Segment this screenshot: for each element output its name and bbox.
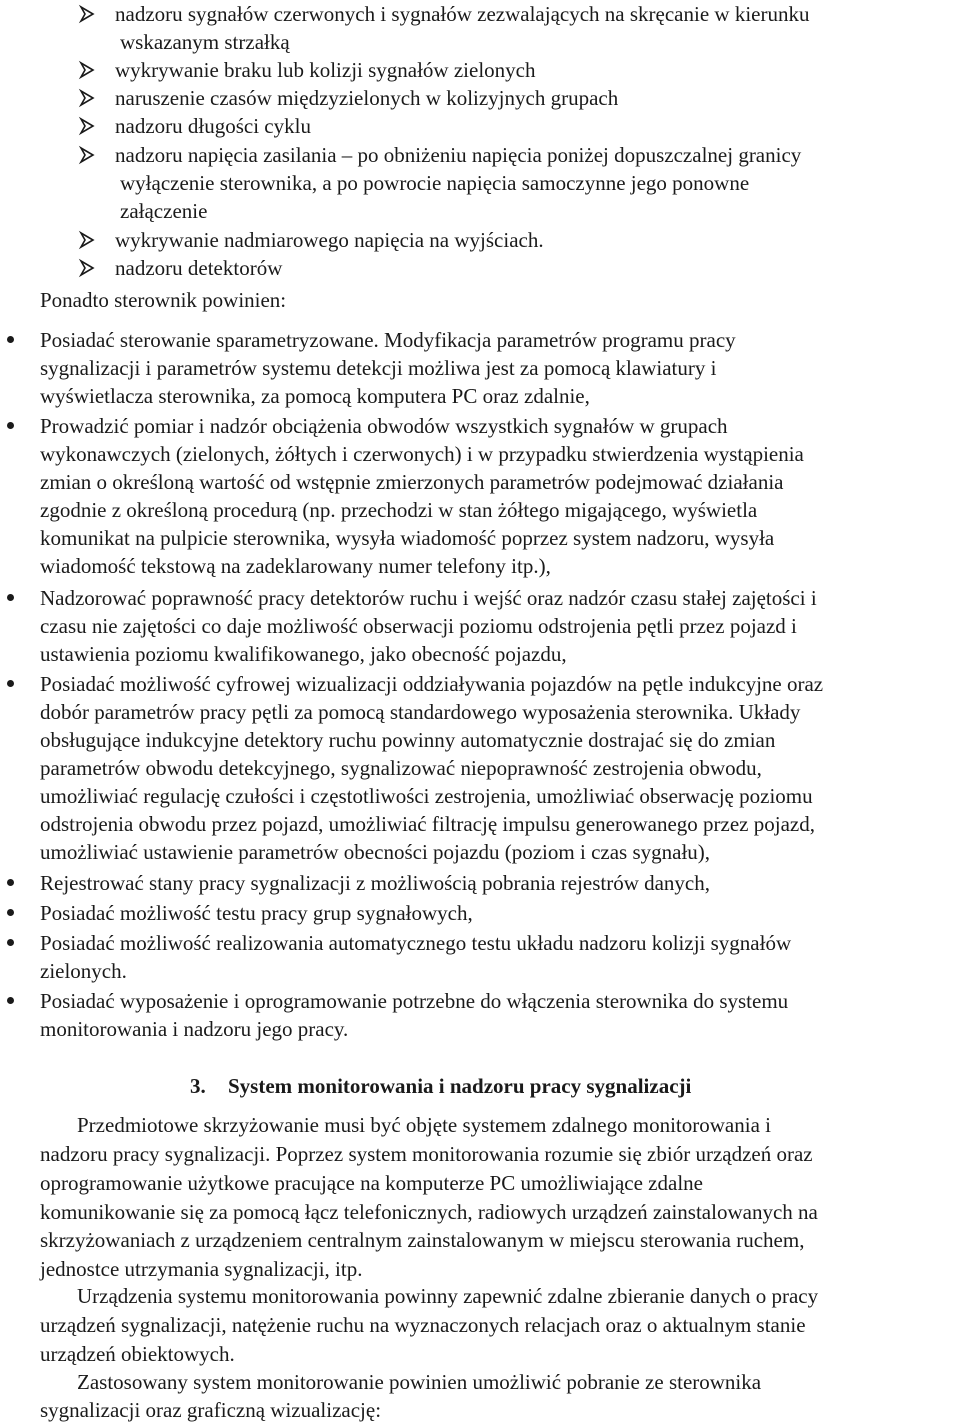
paragraph-line: sygnalizacji oraz graficzną wizualizację: <box>40 1398 382 1422</box>
arrow-list-item-text: wykrywanie nadmiarowego napięcia na wyjściach. <box>115 228 544 252</box>
bullet-list-item-text: Nadzorować poprawność pracy detektorów ruchu i wejść oraz nadzór czasu stałej zajętości i <box>40 586 817 610</box>
bullet-list-item-text: monitorowania i nadzoru jego pracy. <box>40 1017 349 1041</box>
bullet-list-item-text: dobór parametrów pracy pętli za pomocą standardowego wyposażenia sterownika. Układy <box>40 700 801 724</box>
arrow-list-item-text: załączenie <box>120 199 208 223</box>
section-number: 3. <box>190 1074 206 1098</box>
arrow-list-item-text: nadzoru napięcia zasilania – po obniżeniu napięcia poniżej dopuszczalnej granicy <box>115 143 802 167</box>
intro-text: Ponadto sterownik powinien: <box>40 288 287 312</box>
bullet-list-item-text: Posiadać wyposażenie i oprogramowanie potrzebne do włączenia sterownika do systemu <box>40 989 789 1013</box>
bullet-dot-icon <box>6 670 16 698</box>
bullet-dot-icon <box>6 326 16 354</box>
arrow-list-item-text: nadzoru długości cyklu <box>115 114 311 138</box>
bullet-list-item-text: Posiadać sterowanie sparametryzowane. Modyfikacja parametrów programu pracy <box>40 328 736 352</box>
bullet-list-item-text: obsługujące indukcyjne detektory ruchu powinny automatycznie dostrajać się do zmian <box>40 728 776 752</box>
bullet-list-item-text: zmian o określoną wartość od wstępnie zmierzonych parametrów podejmować działania <box>40 470 784 494</box>
arrow-list-item-text: wyłączenie sterownika, a po powrocie napięcia samoczynne jego ponowne <box>120 171 750 195</box>
arrow-list-item-text: wykrywanie braku lub kolizji sygnałów zielonych <box>115 58 536 82</box>
bullet-list-item-text: zielonych. <box>40 959 127 983</box>
bullet-list-item-text: Prowadzić pomiar i nadzór obciążenia obwodów wszystkich sygnałów w grupach <box>40 414 728 438</box>
bullet-dot-icon <box>6 899 16 927</box>
bullet-list-item-text: Rejestrować stany pracy sygnalizacji z możliwością pobrania rejestrów danych, <box>40 871 711 895</box>
bullet-list-item-text: umożliwiać regulację czułości i częstotliwości zestrojenia, umożliwiać obserwację poziomu <box>40 784 813 808</box>
bullet-list-item-text: czasu nie zajętości co daje możliwość obserwacji poziomu odstrojenia pętli przez pojazd i <box>40 614 797 638</box>
arrow-bullet-icon <box>78 0 98 28</box>
arrow-bullet-icon <box>78 112 98 140</box>
paragraph-line: urządzeń obiektowych. <box>40 1342 235 1366</box>
bullet-list-item-text: Posiadać możliwość testu pracy grup sygnałowych, <box>40 901 473 925</box>
paragraph-line: jednostce utrzymania sygnalizacji, itp. <box>40 1257 363 1281</box>
paragraph-line: Przedmiotowe skrzyżowanie musi być objęte systemem zdalnego monitorowania i <box>77 1113 771 1137</box>
section-title: System monitorowania i nadzoru pracy sygnalizacji <box>228 1074 692 1098</box>
bullet-list-item-text: parametrów obwodu detekcyjnego, sygnalizować niepoprawność zestrojenia obwodu, <box>40 756 762 780</box>
bullet-list-item-text: wykonawczych (zielonych, żółtych i czerwonych) i w przypadku stwierdzenia wystąpienia <box>40 442 804 466</box>
bullet-dot-icon <box>6 987 16 1015</box>
bullet-dot-icon <box>6 412 16 440</box>
bullet-dot-icon <box>6 584 16 612</box>
arrow-bullet-icon <box>78 84 98 112</box>
arrow-list-item-text: nadzoru sygnałów czerwonych i sygnałów zezwalających na skręcanie w kierunku <box>115 2 810 26</box>
bullet-list-item-text: wiadomość tekstową na zadeklarowany numer telefony itp.), <box>40 554 551 578</box>
bullet-list-item-text: Posiadać możliwość realizowania automatycznego testu układu nadzoru kolizji sygnałów <box>40 931 792 955</box>
bullet-dot-icon <box>6 929 16 957</box>
bullet-dot-icon <box>6 869 16 897</box>
arrow-list-item-text: nadzoru detektorów <box>115 256 283 280</box>
arrow-list-item-text: naruszenie czasów międzyzielonych w kolizyjnych grupach <box>115 86 619 110</box>
arrow-bullet-icon <box>78 254 98 282</box>
paragraph-line: Urządzenia systemu monitorowania powinny zapewnić zdalne zbieranie danych o pracy <box>77 1284 819 1308</box>
arrow-list-item-text: wskazanym strzałką <box>120 30 290 54</box>
arrow-bullet-icon <box>78 226 98 254</box>
bullet-list-item-text: odstrojenia obwodu przez pojazd, umożliwiać filtrację impulsu generowanego przez pojazd, <box>40 812 815 836</box>
bullet-list-item-text: zgodnie z określoną procedurą (np. przechodzi w stan żółtego migającego, wyświetla <box>40 498 758 522</box>
bullet-list-item-text: ustawienia poziomu kwalifikowanego, jako obecność pojazdu, <box>40 642 567 666</box>
paragraph-line: skrzyżowaniach z urządzeniem centralnym zainstalowanym w miejscu sterowania ruchem, <box>40 1228 805 1252</box>
paragraph-line: urządzeń sygnalizacji, natężenie ruchu na wyznaczonych relacjach oraz o aktualnym stanie <box>40 1313 806 1337</box>
bullet-list-item-text: umożliwiać ustawienie parametrów obecności pojazdu (poziom i czas sygnału), <box>40 840 711 864</box>
paragraph-line: nadzoru pracy sygnalizacji. Poprzez system monitorowania rozumie się zbiór urządzeń oraz <box>40 1142 813 1166</box>
paragraph-line: oprogramowanie użytkowe pracujące na komputerze PC umożliwiające zdalne <box>40 1171 703 1195</box>
bullet-list-item-text: wyświetlacza sterownika, za pomocą komputera PC oraz zdalnie, <box>40 384 590 408</box>
arrow-bullet-icon <box>78 141 98 169</box>
bullet-list-item-text: sygnalizacji i parametrów systemu detekcji możliwa jest za pomocą klawiatury i <box>40 356 717 380</box>
paragraph-line: komunikowanie się za pomocą łącz telefonicznych, radiowych urządzeń zainstalowanych na <box>40 1200 818 1224</box>
paragraph-line: Zastosowany system monitorowanie powinien umożliwić pobranie ze sterownika <box>77 1370 762 1394</box>
arrow-bullet-icon <box>78 56 98 84</box>
bullet-list-item-text: Posiadać możliwość cyfrowej wizualizacji oddziaływania pojazdów na pętle indukcyjne oraz <box>40 672 824 696</box>
bullet-list-item-text: komunikat na pulpicie sterownika, wysyła wiadomość poprzez system nadzoru, wysyła <box>40 526 775 550</box>
